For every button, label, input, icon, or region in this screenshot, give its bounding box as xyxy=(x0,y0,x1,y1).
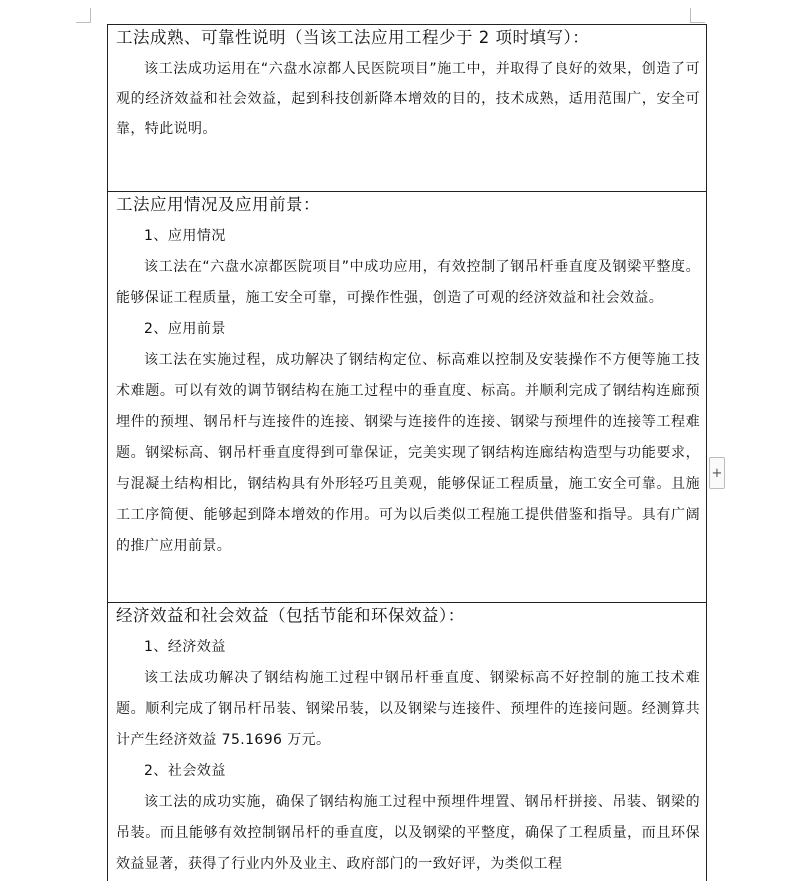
economic-benefit-title: 1、经济效益 xyxy=(144,639,226,655)
application-status-text: 该工法在“六盘水凉都医院项目”中成功应用，有效控制了钢吊杆垂直度及钢梁平整度。能够保证工程质量，施工安全可靠，可操作性强，创造了可观的经济效益和社会效益。 xyxy=(116,259,700,306)
social-benefit-text: 该工法的成功实施，确保了钢结构施工过程中预埋件埋置、钢吊杆拼接、吊装、钢梁的吊装。而且能够有效控制钢吊杆的垂直度，以及钢梁的平整度，确保了工程质量，而且环保效益显著，获得了行业内外及业主、政府部门的一致好评，为类似工程 xyxy=(116,794,700,872)
application-heading: 工法应用情况及应用前景： xyxy=(116,195,320,214)
form-table xyxy=(107,24,707,881)
maturity-paragraph: 该工法成功运用在“六盘水凉都人民医院项目”施工中，并取得了良好的效果，创造了可观的经济效益和社会效益，起到科技创新降本增效的目的，技术成熟，适用范围广，安全可靠，特此说明。 xyxy=(116,61,700,137)
page-corner-mark-right xyxy=(690,8,705,23)
benefits-heading: 经济效益和社会效益（包括节能和环保效益）： xyxy=(116,606,465,625)
benefits-cell[interactable] xyxy=(108,603,707,881)
application-prospect-title: 2、应用前景 xyxy=(144,321,226,337)
plus-icon: + xyxy=(711,465,723,481)
application-cell[interactable] xyxy=(108,192,707,603)
add-row-button[interactable] xyxy=(709,457,725,489)
page-corner-mark-left xyxy=(76,8,91,23)
maturity-heading: 工法成熟、可靠性说明（当该工法应用工程少于 2 项时填写）： xyxy=(116,28,590,47)
application-prospect-text: 该工法在实施过程，成功解决了钢结构定位、标高难以控制及安装操作不方便等施工技术难题。可以有效的调节钢结构在施工过程中的垂直度、标高。并顺利完成了钢结构连廊预埋件的预埋、钢吊杆与连接件的连接、钢梁与连接件的连接、钢梁与预埋件的连接等工程难题。钢梁标高、钢吊杆垂直度得到可靠保证，完美实现了钢结构连廊结构造型与功能要求，与混凝土结构相比，钢结构具有外形轻巧且美观，能够保证工程质量，施工安全可靠。且施工工序简便、能够起到降本增效的作用。可为以后类似工程施工提供借鉴和指导。具有广阔的推广应用前景。 xyxy=(116,352,700,554)
application-status-title: 1、应用情况 xyxy=(144,228,226,244)
social-benefit-title: 2、社会效益 xyxy=(144,763,226,779)
maturity-cell[interactable] xyxy=(108,25,707,192)
economic-benefit-text: 该工法成功解决了钢结构施工过程中钢吊杆垂直度、钢梁标高不好控制的施工技术难题。顺利完成了钢吊杆吊装、钢梁吊装，以及钢梁与连接件、预埋件的连接问题。经测算共计产生经济效益 75.1696 万元。 xyxy=(116,670,700,748)
